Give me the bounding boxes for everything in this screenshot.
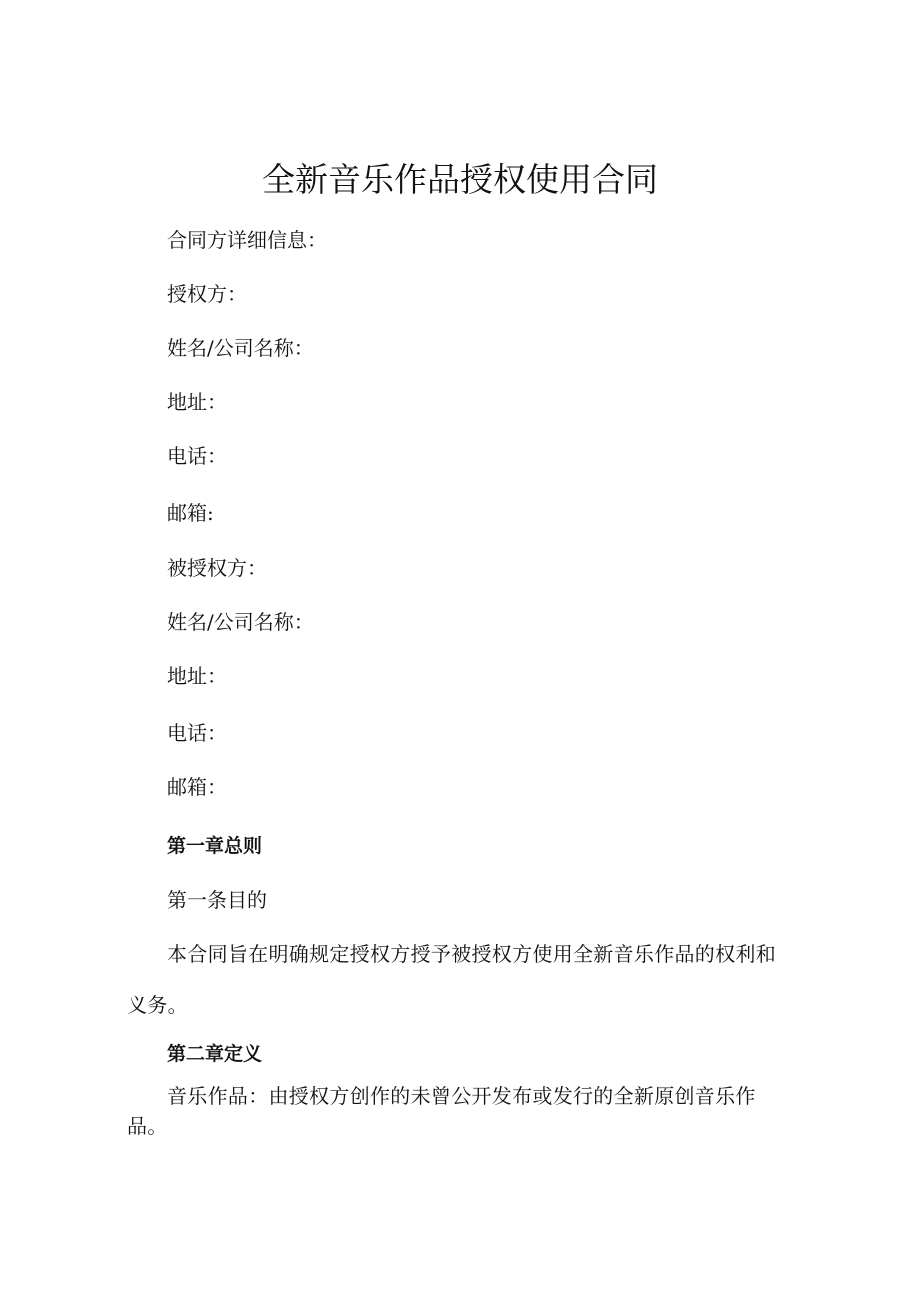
- licensee-email-label: 邮箱：: [167, 775, 227, 799]
- licensee-address-label: 地址：: [167, 664, 227, 688]
- licensee-heading: 被授权方：: [167, 556, 267, 580]
- licensor-heading: 授权方：: [167, 282, 247, 306]
- chapter1-heading: 第一章总则: [167, 835, 263, 857]
- article1-text: 本合同旨在明确规定授权方授予被授权方使用全新音乐作品的权利和义务。: [127, 942, 776, 1017]
- licensor-email-label: 邮箱:: [167, 501, 214, 525]
- licensor-phone-label: 电话：: [167, 444, 227, 468]
- chapter2-heading: 第二章定义: [167, 1043, 263, 1065]
- parties-intro: 合同方详细信息：: [167, 228, 327, 252]
- article1-title: 第一条目的: [167, 888, 267, 912]
- document-title: 全新音乐作品授权使用合同: [262, 160, 658, 199]
- licensor-address-label: 地址：: [167, 390, 227, 414]
- licensee-name-label: 姓名/公司名称：: [167, 610, 314, 634]
- definition-text: 音乐作品：由授权方创作的未曾公开发布或发行的全新原创音乐作品。: [127, 1084, 756, 1138]
- licensor-name-label: 姓名/公司名称：: [167, 336, 314, 360]
- licensee-phone-label: 电话：: [167, 721, 227, 745]
